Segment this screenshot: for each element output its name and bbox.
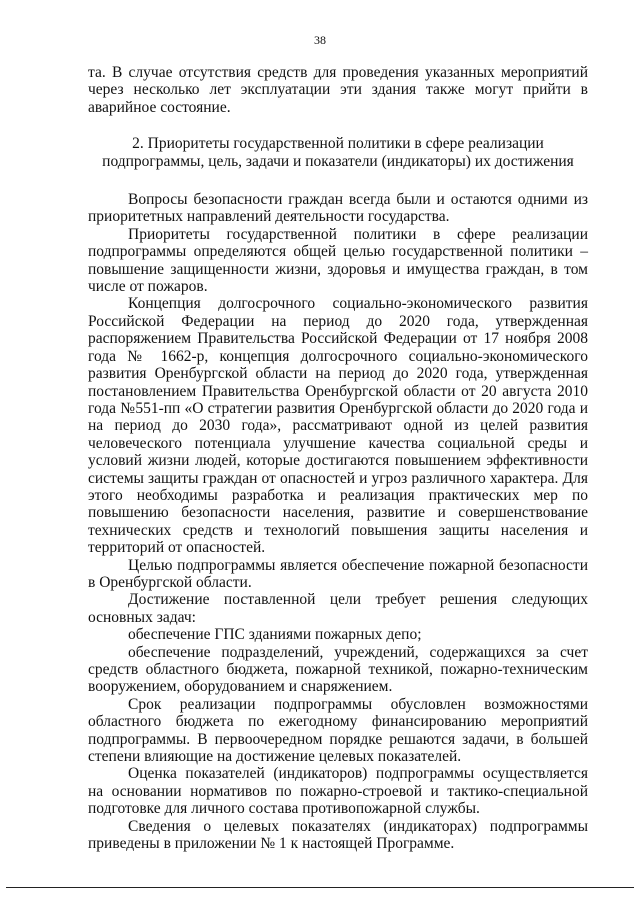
list-item: обеспечение подразделений, учреждений, содержащихся за счет средств областного бюджета, пожарной техникой, пожарно-техническим вооружением, оборудованием и снаряжением. (88, 643, 588, 696)
paragraph-continuation: та. В случае отсутствия средств для проведения указанных мероприятий через несколько лет эксплуатации эти здания также могут прийти в аварийное состояние. (88, 64, 588, 116)
document-body (88, 64, 588, 852)
paragraph-term: Срок реализации подпрограммы обусловлен возможностями областного бюджета по ежегодному финансированию мероприятий подпрограммы. В первоочередном порядке решаются задачи, в большей степени влияющие на достижение целевых показателей. (88, 695, 588, 766)
list-item: обеспечение ГПС зданиями пожарных депо; (128, 626, 422, 644)
paragraph-indicators-reference: Сведения о целевых показателях (индикаторах) подпрограммы приведены в приложении № 1 к настоящей Программе. (88, 817, 588, 853)
section-heading: 2. Приоритеты государственной политики в сфере реализации подпрограммы, цель, задачи и показатели (индикаторы) их достижения (102, 135, 574, 170)
paragraph-policy-priorities: Приоритеты государственной политики в сфере реализации подпрограммы определяются общей целью государственной политики – повышение защищенности жизни, здоровья и имущества граждан, в том числе от пожаров. (88, 225, 588, 296)
page-number: 38 (314, 33, 326, 47)
paragraph-tasks-intro: Достижение поставленной цели требует решения следующих основных задач: (88, 591, 588, 626)
paragraph-goal: Целью подпрограммы является обеспечение пожарной безопасности в Оренбургской области. (88, 556, 588, 591)
paragraph-security-priority: Вопросы безопасности граждан всегда были и остаются одними из приоритетных направлений деятельности государства. (88, 191, 588, 226)
bottom-rule (6, 887, 634, 888)
paragraph-development-concept: Концепция долгосрочного социально-экономического развития Российской Федерации на период до 2020 года, утвержденная распоряжением Правительства Российской Федерации от 17 ноября 2008 года № 1662-р, концепция долгосрочного социально-экономического развития Оренбургской области на период до 2020 года, утвержденная постановлением Правительства Оренбургской области от 20 августа 2010 года №551-пп «О стратегии развития Оренбургской области до 2020 года и на период до 2030 года», рассматривают одной из целей развития человеческого потенциала улучшение качества социальной среды и условий жизни людей, которые достигаются повышением эффективности системы защиты граждан от опасностей и угроз различного характера. Для этого необходимы разработка и реализация практических мер по повышению безопасности населения, развитие и совершенствование технических средств и технологий повышения защиты населения и территорий от опасностей. (88, 295, 588, 557)
paragraph-indicators-assessment: Оценка показателей (индикаторов) подпрограммы осуществляется на основании нормативов по пожарно-строевой и тактико-специальной подготовке для личного состава противопожарной службы. (88, 765, 588, 818)
